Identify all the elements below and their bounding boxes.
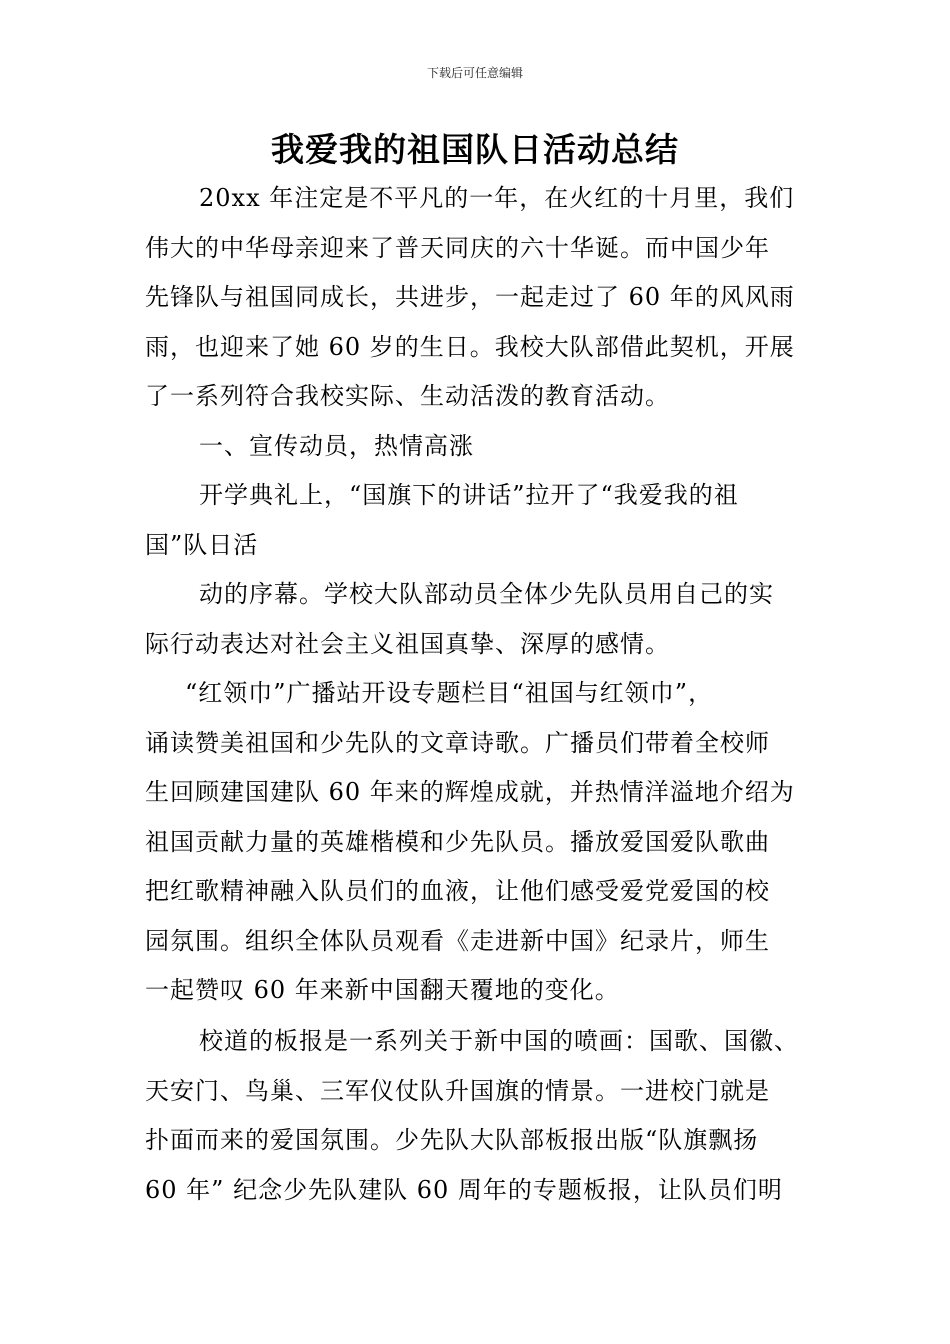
paragraph-line: 把红歌精神融入队员们的血液，让他们感受爱党爱国的校 — [145, 877, 770, 905]
paragraph-line: “红领巾”广播站开设专题栏目“祖国与红领巾”， — [185, 679, 714, 707]
document-title: 我爱我的祖国队日活动总结 — [271, 130, 679, 169]
header-note: 下载后可任意编辑 — [426, 66, 523, 80]
paragraph-line: 60 年” 纪念少先队建队 60 周年的专题板报，让队员们明 — [145, 1175, 783, 1204]
document-body — [145, 174, 807, 1215]
paragraph-line: 20xx 年注定是不平凡的一年，在火红的十月里，我们 — [199, 184, 795, 212]
paragraph-line: 一起赞叹 60 年来新中国翻天覆地的变化。 — [145, 976, 620, 1004]
paragraph-line: 雨，也迎来了她 60 岁的生日。我校大队部借此契机，开展 — [145, 332, 795, 361]
paragraph-line: 了一系列符合我校实际、生动活泼的教育活动。 — [145, 382, 670, 410]
paragraph-line: 国”队日活 — [145, 530, 259, 559]
paragraph-line: 伟大的中华母亲迎来了普天同庆的六十华诞。而中国少年 — [145, 233, 770, 262]
paragraph-line: 动的序幕。学校大队部动员全体少先队员用自己的实 — [199, 580, 774, 608]
paragraph-line: 园氛围。组织全体队员观看《走进新中国》纪录片，师生 — [145, 926, 770, 955]
paragraph-line: 天安门、鸟巢、三军仪仗队升国旗的情景。一进校门就是 — [145, 1076, 770, 1105]
paragraph-line: 开学典礼上，“国旗下的讲话”拉开了“我爱我的祖 — [199, 481, 739, 509]
paragraph-line: 诵读赞美祖国和少先队的文章诗歌。广播员们带着全校师 — [145, 728, 770, 757]
paragraph-line: 际行动表达对社会主义祖国真挚、深厚的感情。 — [145, 629, 670, 658]
section-heading: 一、宣传动员，热情高涨 — [199, 431, 474, 460]
paragraph-line: 校道的板报是一系列关于新中国的喷画：国歌、国徽、 — [199, 1027, 799, 1055]
paragraph-line: 先锋队与祖国同成长，共进步，一起走过了 60 年的风风雨 — [145, 283, 795, 311]
paragraph-line: 祖国贡献力量的英雄楷模和少先队员。播放爱国爱队歌曲 — [145, 827, 770, 856]
paragraph-line: 扑面而来的爱国氛围。少先队大队部板报出版“队旗飘扬 — [145, 1126, 759, 1154]
paragraph-line: 生回顾建国建队 60 年来的辉煌成就，并热情洋溢地介绍为 — [145, 778, 795, 806]
